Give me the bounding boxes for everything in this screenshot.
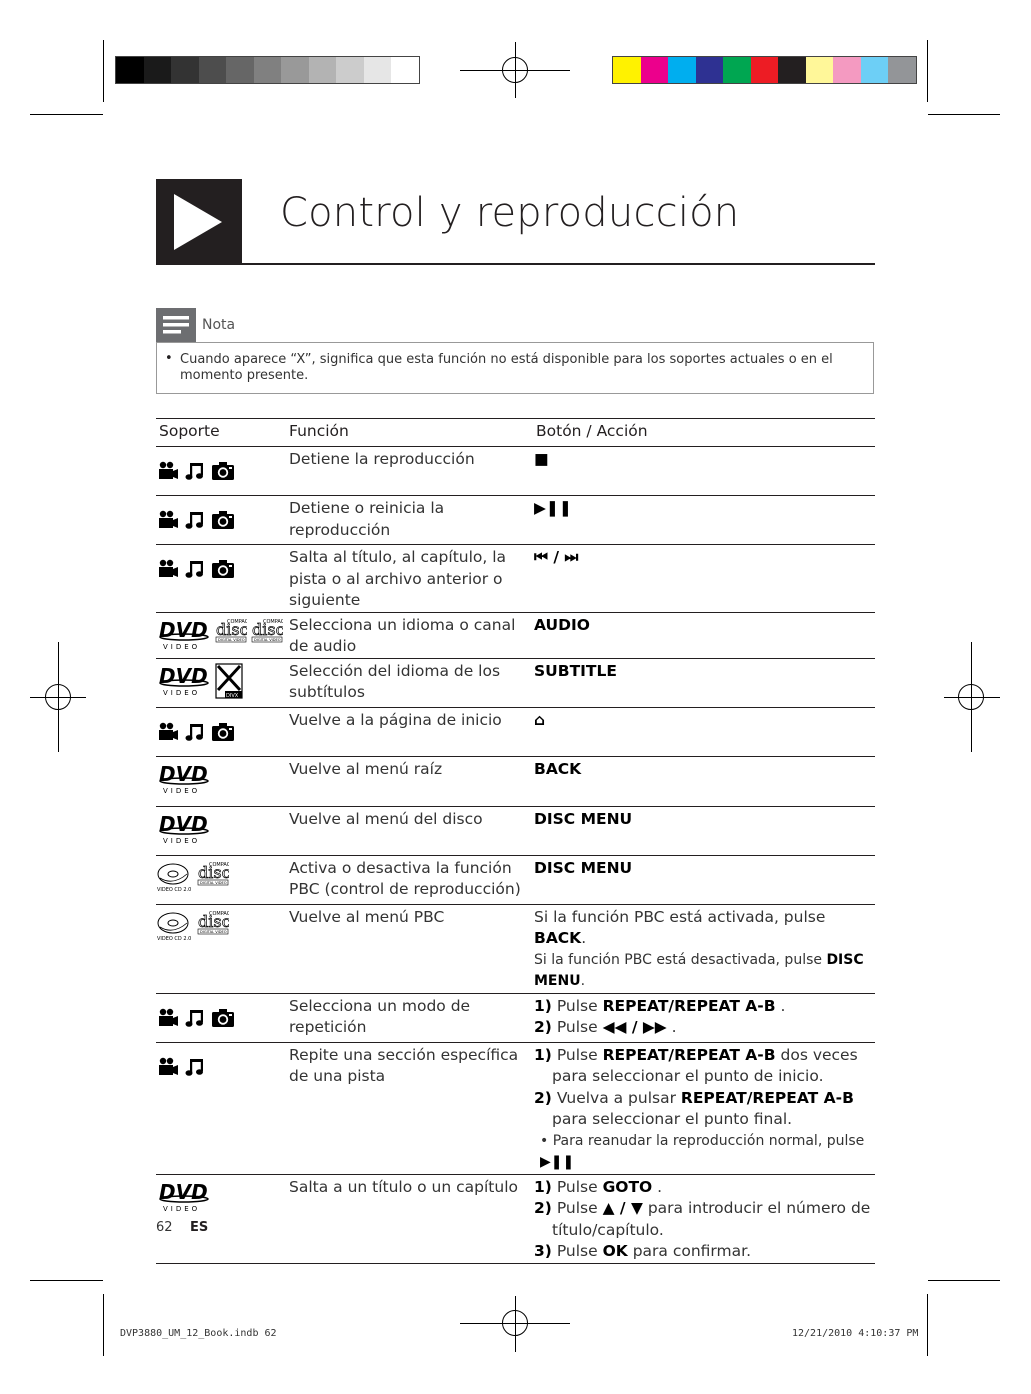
step-item [534,1198,875,1241]
step-item [534,1177,875,1199]
action-cell [533,904,875,993]
media-cell [156,1174,283,1263]
svg-text:VIDEO: VIDEO [163,642,201,651]
color-swatch [668,57,696,83]
media-cell [156,1042,283,1174]
key-label: GOTO [602,1177,653,1196]
svg-text:disc: disc [216,619,247,639]
function-cell: Salta a un título o un capítulo [289,1177,518,1196]
color-swatch [336,57,364,83]
svg-text:DIGITAL VIDEO: DIGITAL VIDEO [218,637,245,642]
dvd-video-logo [157,663,211,701]
function-cell: Selecciona un modo de repetición [289,996,471,1036]
text: para seleccionar el punto final. [552,1110,793,1128]
color-swatch [226,57,254,83]
music-icon [185,510,205,534]
key-label: ◀◀ / ▶▶ [602,1018,667,1036]
divx-logo [215,663,243,703]
crop-mark [103,40,104,102]
key-label: AUDIO [534,615,590,634]
text: Pulse [556,1018,598,1036]
key-label: DISC MENU [534,858,633,877]
print-slug-file: DVP3880_UM_12_Book.indb 62 [120,1328,277,1339]
crop-mark [30,114,103,115]
function-cell: Repite una sección específica de una pista [289,1045,519,1085]
function-cell: Salta al título, al capítulo, la pista o al archivo anterior o siguiente [289,548,507,609]
key-label: ▶❚❚ [534,499,572,517]
color-swatch [888,57,916,83]
text: Pulse [556,996,598,1015]
video-icon [157,722,179,746]
media-cell [156,855,283,904]
camera-icon [211,1008,235,1032]
note-text: Cuando aparece “X”, significa que esta función no está disponible para los soportes actuales o en el momento presente. [180,352,833,383]
play-icon [156,179,242,265]
color-swatch [254,57,282,83]
text: Vuelva a pulsar [556,1088,676,1107]
music-icon [185,1057,205,1081]
crop-mark [927,1294,928,1356]
color-swatch [696,57,724,83]
action-cell [533,806,875,855]
color-swatch [778,57,806,83]
camera-icon [211,510,235,534]
svg-text:DVD: DVD [159,617,208,642]
color-swatch [641,57,669,83]
color-swatch [751,57,779,83]
svg-text:DVD: DVD [159,1179,208,1204]
color-swatch [861,57,889,83]
media-cell [156,904,283,993]
table-row [156,904,875,993]
table-row [156,496,875,545]
media-cell [156,545,283,613]
dvd-video-logo [157,761,211,799]
function-cell: Vuelve al menú del disco [289,809,483,828]
step-item [534,1241,875,1263]
svg-text:COMPACT: COMPAC [227,618,247,625]
bullet-item: • Para reanudar la reproducción normal, pulse ▶❚❚ [540,1132,865,1170]
registration-circle [45,684,71,710]
step-number: 2) [534,1088,552,1107]
text: . [671,1018,677,1036]
video-icon [157,461,179,485]
step-number: 3) [534,1242,552,1260]
function-cell: Vuelve al menú PBC [289,907,445,926]
color-swatch [199,57,227,83]
action-cell [533,612,875,658]
svg-text:VIDEO: VIDEO [163,1204,201,1213]
music-icon [185,722,205,746]
table-header-row [156,419,875,447]
music-icon [185,559,205,583]
crop-mark [30,1280,103,1281]
column-header-media: Soporte [159,422,220,440]
table-row [156,447,875,496]
action-cell [533,855,875,904]
key-label: DISC MENU [534,951,864,989]
media-cell [156,806,283,855]
video-cd-logo [157,860,193,896]
crop-mark [928,1280,1000,1281]
crop-mark [927,40,928,102]
text: Si la función PBC está desactivada, pulse [534,951,822,968]
music-icon [185,461,205,485]
step-number: 2) [534,1199,552,1217]
table-row [156,756,875,806]
function-cell: Detiene la reproducción [289,450,475,468]
action-line: Si la función PBC está activada, pulse BACK. [534,907,826,947]
key-label: ■ [534,450,549,468]
svg-text:VIDEO CD 2.0: VIDEO CD 2.0 [157,886,192,892]
svg-text:VIDEO: VIDEO [163,786,201,795]
dvd-video-logo [157,617,211,655]
table-row [156,993,875,1042]
color-swatch [171,57,199,83]
step-number: 2) [534,1018,552,1036]
svg-text:COMPACT: COMPAC [263,618,283,625]
title-divider [156,263,875,265]
media-cell [156,707,283,756]
controls-table [156,418,875,1264]
column-header-function: Función [289,422,349,440]
dvd-video-logo [157,811,211,849]
svg-text:DIVX: DIVX [226,692,239,699]
key-label: OK [602,1242,628,1260]
action-cell [533,1174,875,1263]
key-label: REPEAT/REPEAT A-B [680,1088,854,1107]
step-number: 1) [534,1045,552,1064]
text: Pulse [556,1242,598,1260]
step-item [534,1088,875,1131]
text: para confirmar. [632,1242,752,1260]
key-label: ⏮ / ⏭ [534,548,579,566]
svg-text:VIDEO CD 2.0: VIDEO CD 2.0 [157,935,192,941]
color-swatch [364,57,392,83]
compact-disc-logo [251,617,283,647]
step-item [534,1045,875,1088]
color-swatch [281,57,309,83]
table-row [156,707,875,756]
color-swatch [613,57,641,83]
color-swatch [116,57,144,83]
text: Pulse [556,1177,598,1196]
color-swatch [806,57,834,83]
process-color-bar [612,56,917,84]
action-cell [533,496,875,545]
bullet: • [165,351,173,366]
svg-text:COMPACT: COMPAC [209,861,229,868]
note-label: Nota [202,317,236,333]
function-cell: Selecciona un idioma o canal de audio [289,615,516,655]
function-cell: Selección del idioma de los subtítulos [289,661,501,701]
page-title: Control y reproducción [280,190,740,236]
media-cell [156,658,283,707]
function-cell: Vuelve al menú raíz [289,759,443,778]
video-icon [157,559,179,583]
key-label: ⌂ [534,710,546,729]
compact-disc-logo [197,909,229,939]
function-cell: Activa o desactiva la función PBC (control de reproducción) [289,858,521,898]
svg-text:DVD: DVD [159,761,208,786]
svg-text:disc: disc [198,862,229,882]
svg-text:DVD: DVD [159,811,208,836]
video-icon [157,510,179,534]
svg-text:DIGITAL VIDEO: DIGITAL VIDEO [200,929,227,934]
text: Pulse [556,1199,598,1217]
video-icon [157,1057,179,1081]
svg-text:VIDEO: VIDEO [163,688,201,697]
language-code: ES [190,1220,209,1235]
color-swatch [391,57,419,83]
action-cell [533,545,875,613]
svg-text:DIGITAL VIDEO: DIGITAL VIDEO [200,880,227,885]
video-cd-logo [157,909,193,945]
compact-disc-logo [215,617,247,647]
media-cell [156,756,283,806]
text: . [657,1177,663,1196]
table-row [156,545,875,613]
media-cell [156,496,283,545]
key-label: REPEAT/REPEAT A-B [602,996,776,1015]
key-label: REPEAT/REPEAT A-B [602,1045,776,1064]
registration-circle [502,57,528,83]
text: Para reanudar la reproducción normal, pulse [552,1132,865,1149]
media-cell [156,612,283,658]
media-cell [156,993,283,1042]
color-swatch [833,57,861,83]
action-cell [533,993,875,1042]
registration-circle [502,1310,528,1336]
action-cell [533,756,875,806]
svg-text:COMPACT: COMPAC [209,910,229,917]
svg-text:DVD: DVD [159,663,208,688]
camera-icon [211,461,235,485]
camera-icon [211,559,235,583]
key-label: ▶❚❚ [540,1154,575,1170]
music-icon [185,1008,205,1032]
text: Pulse [556,1045,598,1064]
key-label: BACK [534,759,582,778]
svg-text:VIDEO: VIDEO [163,836,201,845]
color-swatch [309,57,337,83]
crop-mark [928,114,1000,115]
color-swatch [144,57,172,83]
svg-text:disc: disc [198,911,229,931]
action-line: Si la función PBC está desactivada, pulse DISC MENU. [534,951,864,989]
text: . [780,996,786,1015]
action-cell [533,447,875,496]
compact-disc-logo [197,860,229,890]
print-slug-date: 12/21/2010 4:10:37 PM [792,1328,919,1339]
table-row [156,1174,875,1263]
registration-circle [958,684,984,710]
table-row [156,612,875,658]
video-icon [157,1008,179,1032]
action-cell [533,658,875,707]
function-cell: Detiene o reinicia la reproducción [289,499,445,539]
table-row [156,658,875,707]
svg-text:disc: disc [252,619,283,639]
action-cell [533,707,875,756]
function-cell: Vuelve a la página de inicio [289,710,502,729]
key-label: DISC MENU [534,809,633,828]
dvd-video-logo [157,1179,211,1217]
color-swatch [723,57,751,83]
text: Si la función PBC está activada, pulse [534,907,826,926]
camera-icon [211,722,235,746]
table-row [156,855,875,904]
svg-text:DIGITAL VIDEO: DIGITAL VIDEO [254,637,281,642]
grayscale-color-bar [115,56,420,84]
page-number: 62 [156,1220,173,1235]
table-row [156,1042,875,1174]
key-label: SUBTITLE [534,661,617,680]
key-label: ▲ / ▼ [602,1199,643,1217]
step-item [534,1017,875,1039]
column-header-action: Botón / Acción [536,422,648,440]
step-item [534,996,875,1018]
action-cell [533,1042,875,1174]
key-label: BACK [534,929,582,947]
media-cell [156,447,283,496]
table-row [156,806,875,855]
crop-mark [103,1294,104,1356]
step-number: 1) [534,996,552,1015]
note-icon [156,308,196,342]
step-number: 1) [534,1177,552,1196]
text: para introducir el número de título/capítulo. [552,1199,871,1239]
text: dos veces para seleccionar el punto de inicio. [552,1045,858,1085]
